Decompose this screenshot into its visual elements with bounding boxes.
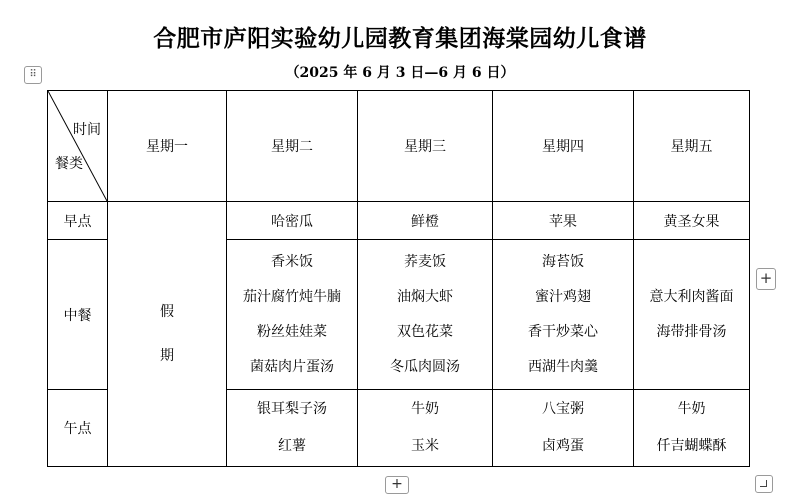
breakfast-cell-thursday[interactable]: 苹果	[493, 202, 634, 240]
dish-item: 仟吉蝴蝶酥	[656, 438, 727, 454]
holiday-cell-monday[interactable]	[108, 202, 227, 467]
dish-item: 卤鸡蛋	[542, 438, 584, 454]
dish-item: 西湖牛肉羹	[528, 358, 598, 375]
dish-item: 牛奶	[677, 401, 706, 417]
dish-item: 海苔饭	[542, 253, 584, 270]
day-header-monday[interactable]: 星期一	[108, 91, 227, 202]
breakfast-cell-friday[interactable]: 黄圣女果	[634, 202, 750, 240]
dish-item: 海带排骨汤	[656, 323, 727, 340]
menu-table	[47, 90, 750, 467]
meal-label-lunch[interactable]: 中餐	[48, 240, 108, 390]
breakfast-cell-tuesday[interactable]: 哈密瓜	[227, 202, 358, 240]
dish-item: 牛奶	[411, 401, 439, 417]
diagonal-divider	[48, 91, 107, 201]
day-header-friday[interactable]: 星期五	[634, 91, 750, 202]
meal-label-breakfast[interactable]: 早点	[48, 202, 108, 240]
holiday-char-2: 期	[160, 348, 174, 364]
table-move-handle-icon[interactable]: ⠿	[24, 66, 42, 84]
table-header-row	[48, 91, 750, 202]
meal-label-snack[interactable]: 午点	[48, 390, 108, 467]
dish-item: 茄汁腐竹炖牛腩	[243, 288, 341, 305]
lunch-cell-wednesday[interactable]	[358, 240, 493, 390]
corner-header-cell[interactable]	[48, 91, 108, 202]
dish-item: 香米饭	[271, 253, 313, 270]
table-row-breakfast	[48, 202, 750, 240]
dish-item: 蜜汁鸡翅	[535, 288, 591, 305]
corner-meal-label: 餐类	[55, 156, 83, 172]
dish-item: 双色花菜	[397, 323, 453, 340]
day-header-thursday[interactable]: 星期四	[493, 91, 634, 202]
dish-item: 意大利肉酱面	[649, 288, 734, 305]
snack-cell-friday[interactable]	[634, 390, 750, 467]
lunch-cell-thursday[interactable]	[493, 240, 634, 390]
document-subtitle: （2025 年 6 月 3 日—6 月 6 日）	[285, 65, 515, 81]
breakfast-cell-wednesday[interactable]: 鲜橙	[358, 202, 493, 240]
dish-item: 油焖大虾	[397, 288, 453, 305]
add-row-button[interactable]: +	[385, 476, 409, 494]
dish-item: 八宝粥	[542, 401, 584, 417]
dish-item: 银耳梨子汤	[257, 401, 327, 417]
snack-cell-thursday[interactable]	[493, 390, 634, 467]
add-column-button[interactable]: +	[756, 268, 776, 290]
dish-item: 红薯	[278, 438, 306, 454]
dish-item: 冬瓜肉圆汤	[390, 358, 460, 375]
dish-item: 玉米	[411, 438, 439, 454]
snack-cell-wednesday[interactable]	[358, 390, 493, 467]
document-title: 合肥市庐阳实验幼儿园教育集团海棠园幼儿食谱	[153, 25, 647, 52]
table-resize-icon[interactable]	[755, 475, 773, 493]
dish-item: 粉丝娃娃菜	[257, 323, 327, 340]
holiday-char-1: 假	[160, 304, 174, 320]
lunch-cell-tuesday[interactable]	[227, 240, 358, 390]
day-header-wednesday[interactable]: 星期三	[358, 91, 493, 202]
dish-item: 菌菇肉片蛋汤	[250, 358, 334, 375]
day-header-tuesday[interactable]: 星期二	[227, 91, 358, 202]
lunch-cell-friday[interactable]	[634, 240, 750, 390]
corner-time-label: 时间	[73, 122, 101, 138]
dish-item: 荞麦饭	[404, 253, 446, 270]
snack-cell-tuesday[interactable]	[227, 390, 358, 467]
dish-item: 香干炒菜心	[528, 323, 598, 340]
